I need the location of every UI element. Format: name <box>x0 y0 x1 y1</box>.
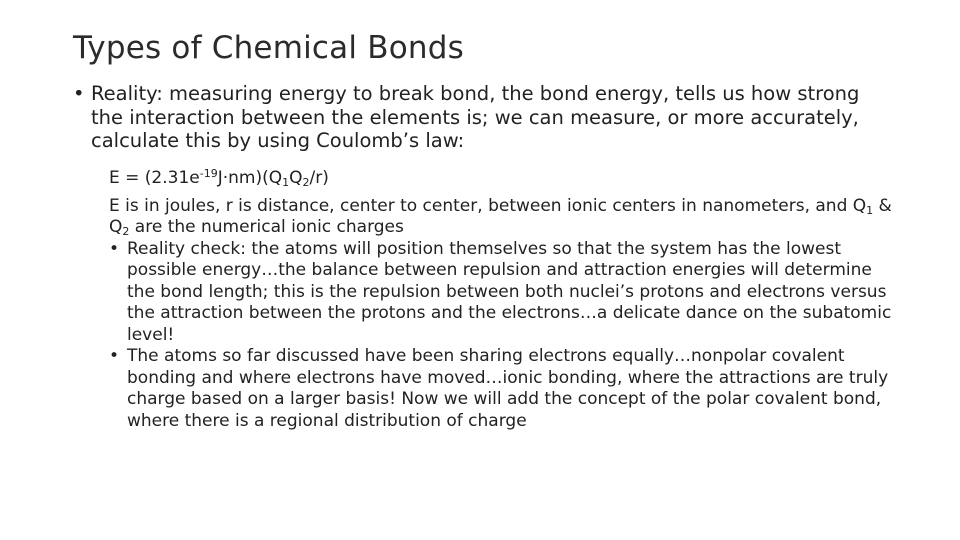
def-part: E is in joules, r is distance, center to center, between ionic centers in nanometers, and Q <box>109 195 867 216</box>
coulomb-section <box>109 168 899 432</box>
sub-bullet-text: The atoms so far discussed have been sharing electrons equally…nonpolar covalent bonding and where electrons have moved…ionic bonding, where the attractions are truly charge based on a larger basis! Now we will add the concept of the polar covalent bond, where there is a regional distribution of charge <box>127 346 889 431</box>
bullet-reality-text: Reality: measuring energy to break bond, the bond energy, tells us how strong the interaction between the elements is; we can measure, or more accurately, calculate this by using Coulomb’s law: <box>91 82 860 152</box>
def-subscript: 1 <box>866 203 874 217</box>
eq-subscript: 2 <box>302 176 310 189</box>
eq-part: /r) <box>309 168 329 188</box>
sub-bullet-text: Reality check: the atoms will position themselves so that the system has the lowest possible energy…the balance between repulsion and attraction energies will determine the bond length; this is the repulsion between both nuclei’s protons and electrons versus the attraction between the protons and the electrons…a delicate dance on the subatomic level! <box>127 238 892 345</box>
eq-part: Q <box>289 168 303 188</box>
def-subscript: 2 <box>122 225 130 238</box>
def-part: are the numerical ionic charges <box>129 217 404 237</box>
variable-definition <box>109 196 899 239</box>
bullet-marker: • <box>109 346 120 366</box>
eq-exponent: -19 <box>199 167 218 180</box>
eq-subscript: 1 <box>282 176 290 189</box>
bullet-marker: • <box>109 238 120 259</box>
bullet-reality <box>73 82 891 153</box>
sub-bullet-polar-covalent <box>109 346 899 432</box>
eq-part: E = (2.31e <box>109 168 200 188</box>
def-part: & Q <box>109 195 892 237</box>
eq-part: J·nm)(Q <box>217 168 283 188</box>
bullet-marker: • <box>73 82 85 105</box>
sub-bullet-reality-check <box>109 239 899 347</box>
slide-title: Types of Chemical Bonds <box>73 30 464 66</box>
coulomb-equation <box>109 168 899 190</box>
